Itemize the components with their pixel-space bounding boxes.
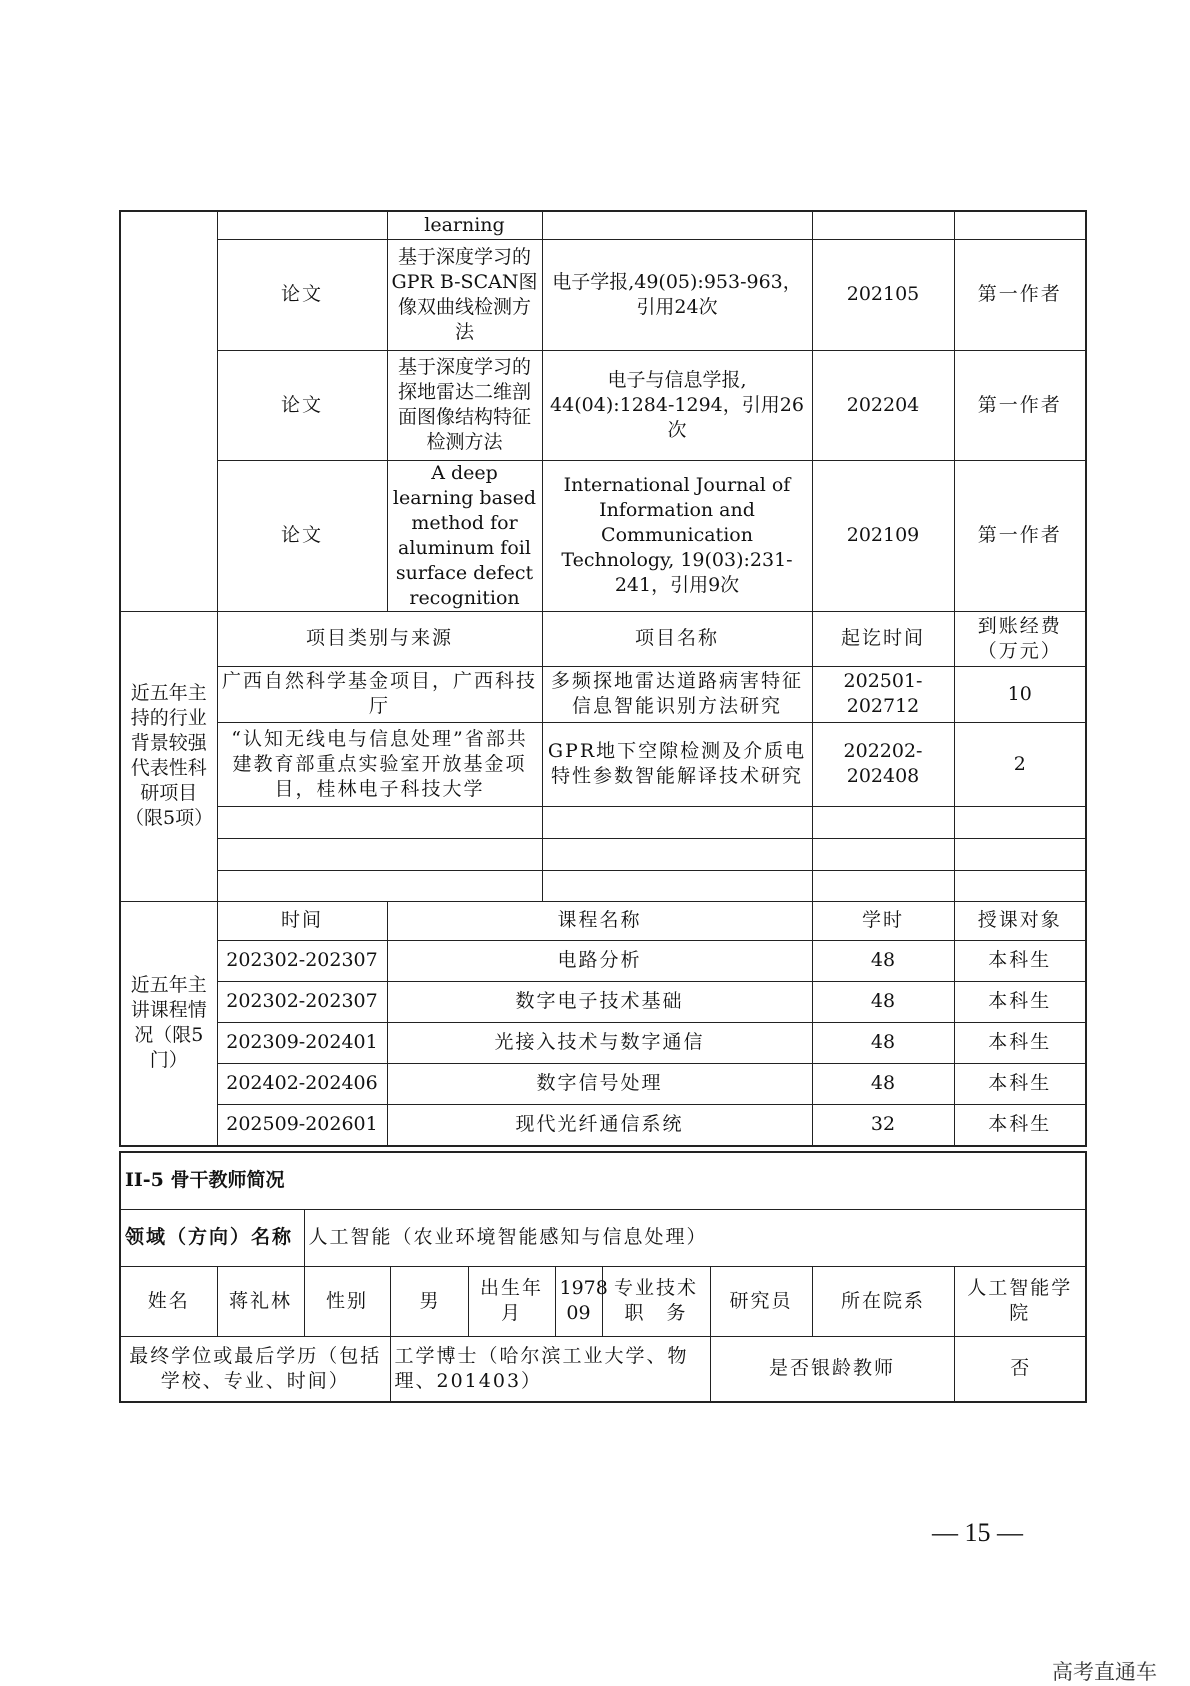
course-row [120, 1022, 1086, 1063]
project-funds: 10 [954, 666, 1086, 722]
paper-title: 基于深度学习的探地雷达二维剖面图像结构特征检测方法 [387, 350, 542, 460]
teacher-profile-table [119, 1151, 1087, 1403]
course-hours: 48 [812, 1022, 954, 1063]
course-target: 本科生 [954, 1104, 1086, 1146]
project-source: 广西自然科学基金项目，广西科技厅 [217, 666, 542, 722]
course-name: 光接入技术与数字通信 [387, 1022, 812, 1063]
basic-info-row [120, 1266, 1086, 1336]
col-header: 项目名称 [542, 611, 812, 666]
course-target: 本科生 [954, 940, 1086, 981]
project-name: 多频探地雷达道路病害特征信息智能识别方法研究 [542, 666, 812, 722]
field-row [120, 1209, 1086, 1266]
paper-row [120, 211, 1086, 239]
course-hours: 48 [812, 981, 954, 1022]
col-header: 学时 [812, 901, 954, 940]
course-time: 202302-202307 [217, 981, 387, 1022]
course-row [120, 1063, 1086, 1104]
paper-title: A deep learning based method for aluminum foil surface defect recognition [387, 460, 542, 611]
title-value: 研究员 [710, 1266, 812, 1336]
col-header: 课程名称 [387, 901, 812, 940]
degree-row [120, 1336, 1086, 1402]
paper-title: 基于深度学习的GPR B-SCAN图像双曲线检测方法 [387, 239, 542, 350]
paper-type: 论文 [217, 350, 387, 460]
achievements-table [119, 210, 1087, 1147]
paper-date: 202204 [812, 350, 954, 460]
projects-header-row [120, 611, 1086, 666]
course-name: 数字电子技术基础 [387, 981, 812, 1022]
course-target: 本科生 [954, 1022, 1086, 1063]
papers-label-cell [120, 211, 217, 611]
col-header: 到账经费（万元） [954, 611, 1086, 666]
gender-value: 男 [390, 1266, 468, 1336]
project-period: 202202-202408 [812, 722, 954, 806]
paper-journal: 电子与信息学报, 44(04):1284-1294，引用26次 [542, 350, 812, 460]
course-row [120, 981, 1086, 1022]
paper-role: 第一作者 [954, 460, 1086, 611]
paper-role: 第一作者 [954, 239, 1086, 350]
project-row-empty [120, 870, 1086, 901]
course-row [120, 1104, 1086, 1146]
col-header: 起讫时间 [812, 611, 954, 666]
senior-label: 是否银龄教师 [710, 1336, 954, 1402]
teacher-name: 蒋礼林 [217, 1266, 304, 1336]
name-label: 姓名 [120, 1266, 217, 1336]
paper-date: 202105 [812, 239, 954, 350]
watermark: 高考直通车 [1052, 1660, 1157, 1684]
project-row [120, 722, 1086, 806]
field-label: 领域（方向）名称 [120, 1209, 304, 1266]
course-time: 202402-202406 [217, 1063, 387, 1104]
courses-label: 近五年主讲课程情况（限5门） [120, 901, 217, 1146]
project-row-empty [120, 838, 1086, 870]
courses-header-row [120, 901, 1086, 940]
senior-value: 否 [954, 1336, 1086, 1402]
title-label: 专业技术职 务 [602, 1266, 710, 1336]
project-row [120, 666, 1086, 722]
dept-label: 所在院系 [812, 1266, 954, 1336]
paper-type: 论文 [217, 460, 387, 611]
degree-label: 最终学位或最后学历（包括学校、专业、时间） [120, 1336, 390, 1402]
projects-label: 近五年主持的行业背景较强代表性科研项目（限5项） [120, 611, 217, 901]
paper-date: 202109 [812, 460, 954, 611]
section-title-row [120, 1152, 1086, 1209]
project-name: GPR地下空隙检测及介质电特性参数智能解译技术研究 [542, 722, 812, 806]
dept-value: 人工智能学院 [954, 1266, 1086, 1336]
paper-type: 论文 [217, 239, 387, 350]
course-hours: 48 [812, 940, 954, 981]
course-name: 现代光纤通信系统 [387, 1104, 812, 1146]
course-hours: 32 [812, 1104, 954, 1146]
field-value: 人工智能（农业环境智能感知与信息处理） [304, 1209, 1086, 1266]
paper-journal: International Journal of Information and Communication Technology, 19(03):231-241，引用9次 [542, 460, 812, 611]
paper-title: learning [387, 211, 542, 239]
course-time: 202309-202401 [217, 1022, 387, 1063]
paper-row [120, 239, 1086, 350]
degree-value: 工学博士（哈尔滨工业大学、物理、201403） [390, 1336, 710, 1402]
col-header: 授课对象 [954, 901, 1086, 940]
birth-label: 出生年月 [468, 1266, 555, 1336]
project-funds: 2 [954, 722, 1086, 806]
section-title: II-5 骨干教师简况 [120, 1152, 1086, 1209]
course-hours: 48 [812, 1063, 954, 1104]
birth-value: 1978 09 [555, 1266, 602, 1336]
page-number: — 15 — [932, 1518, 1023, 1547]
project-row-empty [120, 806, 1086, 838]
course-time: 202509-202601 [217, 1104, 387, 1146]
course-target: 本科生 [954, 1063, 1086, 1104]
course-name: 数字信号处理 [387, 1063, 812, 1104]
paper-row [120, 460, 1086, 611]
course-target: 本科生 [954, 981, 1086, 1022]
course-name: 电路分析 [387, 940, 812, 981]
paper-role: 第一作者 [954, 350, 1086, 460]
paper-journal: 电子学报,49(05):953-963，引用24次 [542, 239, 812, 350]
col-header: 时间 [217, 901, 387, 940]
project-source: “认知无线电与信息处理”省部共建教育部重点实验室开放基金项目，桂林电子科技大学 [217, 722, 542, 806]
course-time: 202302-202307 [217, 940, 387, 981]
gender-label: 性别 [304, 1266, 390, 1336]
project-period: 202501-202712 [812, 666, 954, 722]
course-row [120, 940, 1086, 981]
paper-row [120, 350, 1086, 460]
col-header: 项目类别与来源 [217, 611, 542, 666]
